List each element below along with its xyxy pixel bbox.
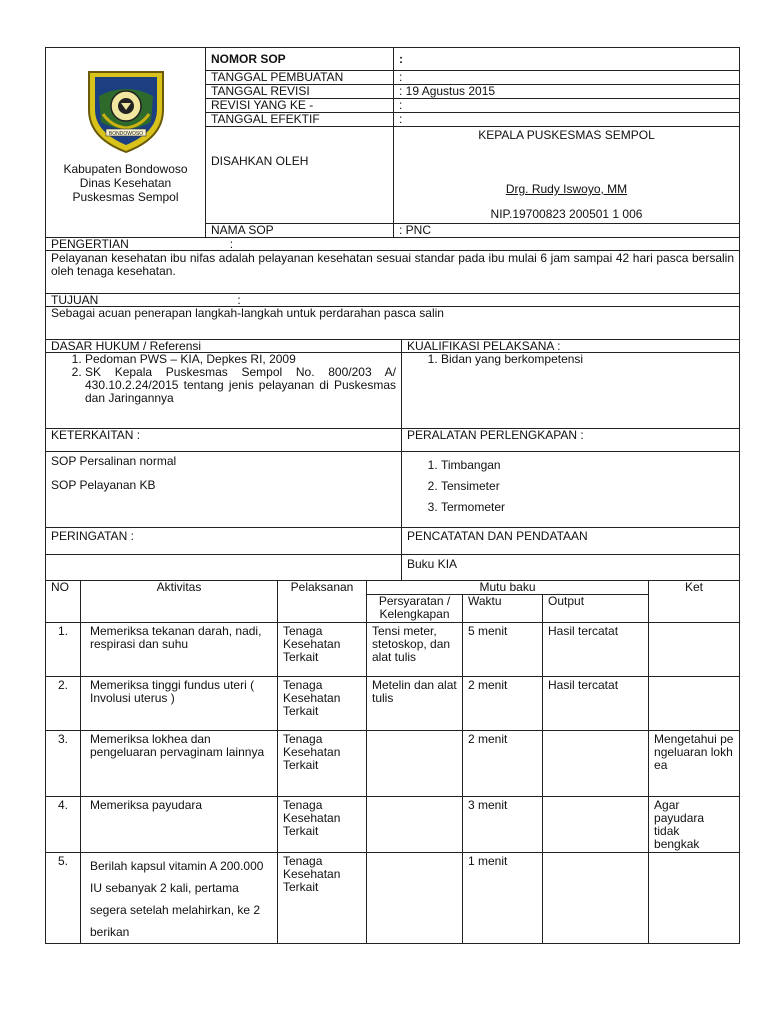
col-ket: Ket <box>649 581 740 623</box>
row-ket: Mengetahui pengeluaran lokhea <box>649 731 740 797</box>
keterkaitan-label: KETERKAITAN : <box>46 429 402 452</box>
institution-name-3: Puskesmas Sempol <box>72 190 179 204</box>
peringatan-label: PERINGATAN : <box>46 528 402 555</box>
row-no: 5. <box>46 853 81 944</box>
dasar-hukum-label: DASAR HUKUM / Referensi <box>46 340 402 353</box>
row-pelaksana: Tenaga Kesehatan Terkait <box>278 731 367 797</box>
nama-sop-label: NAMA SOP <box>206 224 394 238</box>
svg-text:BONDOWOSO: BONDOWOSO <box>108 131 143 137</box>
institution-name-2: Dinas Kesehatan <box>79 176 172 190</box>
row-persyaratan <box>367 731 463 797</box>
revisi-ke-value: : <box>394 99 740 113</box>
kualifikasi-list-cell <box>402 353 740 429</box>
sop-header-table <box>45 47 740 238</box>
row-persyaratan <box>367 797 463 853</box>
sop-body-table <box>45 237 740 581</box>
revisi-ke-label: REVISI YANG KE - <box>206 99 394 113</box>
row-waktu: 5 menit <box>463 623 543 677</box>
table-row <box>46 731 740 797</box>
signature-block <box>394 127 740 224</box>
peringatan-value <box>46 555 402 581</box>
col-aktivitas: Aktivitas <box>81 581 278 623</box>
disahkan-label: DISAHKAN OLEH <box>206 127 394 224</box>
pengertian-text: Pelayanan kesehatan ibu nifas adalah pelayanan kesehatan sesuai standar pada ibu mulai 6 jam sampai 42 hari pasca bersalin oleh tenaga kesehatan. <box>46 251 740 294</box>
row-output <box>543 797 649 853</box>
dasar-hukum-item: 1. Pedoman PWS – KIA, Depkes RI, 2009 <box>85 353 396 366</box>
row-pelaksana: Tenaga Kesehatan Terkait <box>278 677 367 731</box>
row-aktivitas: Memeriksa tinggi fundus uteri ( Involusi uterus ) <box>81 677 278 731</box>
peralatan-item: 1. Timbangan <box>441 455 734 476</box>
tanggal-pembuatan-value: : <box>394 71 740 85</box>
row-persyaratan <box>367 853 463 944</box>
row-output <box>543 731 649 797</box>
activity-table <box>45 580 740 944</box>
signer-name: Drg. Rudy Iswoyo, MM <box>505 182 628 196</box>
row-no: 4. <box>46 797 81 853</box>
dasar-hukum-item: 2. SK Kepala Puskesmas Sempol No. 800/203 A/ 430.10.2.24/2015 tentang jenis pelayanan di Puskesmas dan Jaringannya <box>85 366 396 405</box>
dasar-hukum-list-cell <box>46 353 402 429</box>
row-pelaksana: Tenaga Kesehatan Terkait <box>278 797 367 853</box>
dasar-hukum-list <box>51 353 396 405</box>
row-waktu: 2 menit <box>463 677 543 731</box>
signer-nip: NIP.19700823 200501 1 006 <box>490 207 643 221</box>
row-waktu: 1 menit <box>463 853 543 944</box>
col-pelaksanan: Pelaksanan <box>278 581 367 623</box>
row-waktu: 2 menit <box>463 731 543 797</box>
peralatan-label: PERALATAN PERLENGKAPAN : <box>402 429 740 452</box>
kualifikasi-item: 1. Bidan yang berkompetensi <box>441 353 734 366</box>
nomor-sop-label: NOMOR SOP <box>206 48 394 71</box>
row-pelaksana: Tenaga Kesehatan Terkait <box>278 623 367 677</box>
col-mutu-baku: Mutu baku <box>367 581 649 595</box>
row-output <box>543 853 649 944</box>
tanggal-efektif-value: : <box>394 113 740 127</box>
col-output: Output <box>543 595 649 623</box>
table-row <box>46 797 740 853</box>
row-ket <box>649 677 740 731</box>
nama-sop-value: : PNC <box>394 224 740 238</box>
peralatan-list-cell <box>402 452 740 528</box>
row-pelaksana: Tenaga Kesehatan Terkait <box>278 853 367 944</box>
table-row <box>46 623 740 677</box>
keterkaitan-list-cell <box>46 452 402 528</box>
row-waktu: 3 menit <box>463 797 543 853</box>
table-row <box>46 677 740 731</box>
tujuan-colon: : <box>237 293 241 307</box>
tanggal-revisi-value: : 19 Agustus 2015 <box>394 85 740 99</box>
table-row <box>46 853 740 944</box>
peralatan-list <box>407 455 734 518</box>
signer-title: KEPALA PUSKESMAS SEMPOL <box>478 128 655 142</box>
pengertian-header <box>46 238 740 251</box>
row-aktivitas: Berilah kapsul vitamin A 200.000 IU sebanyak 2 kali, pertama segera setelah melahirkan, ke 2 berikan <box>81 853 278 944</box>
row-ket <box>649 623 740 677</box>
row-output: Hasil tercatat <box>543 677 649 731</box>
row-ket <box>649 853 740 944</box>
tanggal-pembuatan-label: TANGGAL PEMBUATAN <box>206 71 394 85</box>
row-aktivitas: Memeriksa lokhea dan pengeluaran pervaginam lainnya <box>81 731 278 797</box>
col-no: NO <box>46 581 81 623</box>
bondowoso-logo <box>81 66 171 154</box>
tujuan-text: Sebagai acuan penerapan langkah-langkah untuk perdarahan pasca salin <box>46 307 740 340</box>
pengertian-label: PENGERTIAN <box>51 237 129 251</box>
tujuan-header <box>46 294 740 307</box>
row-no: 2. <box>46 677 81 731</box>
sop-document <box>45 47 739 944</box>
row-persyaratan: Metelin dan alat tulis <box>367 677 463 731</box>
row-no: 1. <box>46 623 81 677</box>
institution-name-1: Kabupaten Bondowoso <box>63 162 188 176</box>
tanggal-revisi-label: TANGGAL REVISI <box>206 85 394 99</box>
row-output: Hasil tercatat <box>543 623 649 677</box>
institution-cell <box>46 48 206 238</box>
nomor-sop-value: : <box>394 48 740 71</box>
keterkaitan-item: SOP Persalinan normal <box>51 454 177 468</box>
pencatatan-label: PENCATATAN DAN PENDATAAN <box>402 528 740 555</box>
kualifikasi-label: KUALIFIKASI PELAKSANA : <box>402 340 740 353</box>
col-persyaratan: Persyaratan / Kelengkapan <box>367 595 463 623</box>
tanggal-efektif-label: TANGGAL EFEKTIF <box>206 113 394 127</box>
row-aktivitas: Memeriksa tekanan darah, nadi, respirasi dan suhu <box>81 623 278 677</box>
col-waktu: Waktu <box>463 595 543 623</box>
peralatan-item: 2. Tensimeter <box>441 476 734 497</box>
row-persyaratan: Tensi meter, stetoskop, dan alat tulis <box>367 623 463 677</box>
pencatatan-value: Buku KIA <box>402 555 740 581</box>
row-no: 3. <box>46 731 81 797</box>
row-aktivitas: Memeriksa payudara <box>81 797 278 853</box>
kualifikasi-list <box>407 353 734 366</box>
row-ket: Agar payudara tidak bengkak <box>649 797 740 853</box>
peralatan-item: 3. Termometer <box>441 497 734 518</box>
tujuan-label: TUJUAN <box>51 293 99 307</box>
pengertian-colon: : <box>229 237 234 251</box>
keterkaitan-item: SOP Pelayanan KB <box>51 478 156 492</box>
